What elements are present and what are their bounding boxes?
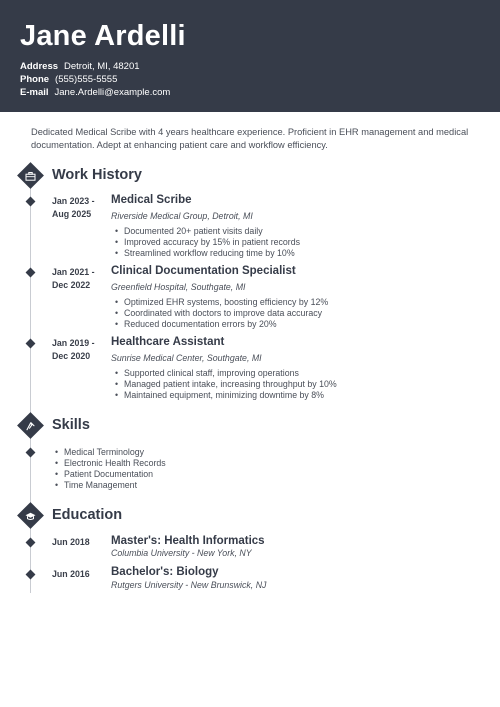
school-name: Rutgers University - New Brunswick, NJ: [111, 580, 267, 590]
job-bullets: [124, 368, 337, 401]
job-bullets: [124, 297, 328, 330]
date-end: Aug 2025: [52, 209, 92, 219]
list-item: • Managed patient intake, increasing throughput by 10%: [124, 379, 337, 390]
contact-value: Detroit, MI, 48201: [64, 61, 140, 72]
job-dates: [52, 195, 107, 221]
list-item: • Supported clinical staff, improving operations: [124, 368, 337, 379]
contact-label: E-mail: [20, 87, 49, 98]
timeline-line: [30, 175, 31, 593]
job-bullets: [124, 226, 300, 259]
skills-heading: Skills: [52, 417, 90, 433]
resume-header: [0, 0, 500, 112]
professional-summary: Dedicated Medical Scribe with 4 years healthcare experience. Proficient in EHR management and medical documentation. Adept at enhancing patient care and workflow efficiency.: [31, 127, 469, 150]
timeline-dot: [26, 339, 36, 349]
degree-title: Bachelor's: Biology: [111, 566, 219, 578]
list-item: • Coordinated with doctors to improve data accuracy: [124, 308, 328, 319]
list-item: • Streamlined workflow reducing time by 10%: [124, 248, 300, 259]
list-item: • Improved accuracy by 15% in patient records: [124, 237, 300, 248]
job-company: Riverside Medical Group, Detroit, MI: [111, 211, 253, 221]
job-dates: [52, 266, 107, 292]
contact-value: (555)555-5555: [55, 74, 118, 85]
contact-address: [20, 60, 140, 73]
date-start: Jan 2023 -: [52, 196, 95, 206]
timeline-dot: [26, 538, 36, 548]
graduation-cap-icon: [17, 502, 44, 529]
degree-title: Master's: Health Informatics: [111, 535, 265, 547]
contact-phone: [20, 73, 117, 86]
list-item: • Reduced documentation errors by 20%: [124, 319, 328, 330]
date-start: Jan 2021 -: [52, 267, 95, 277]
date-end: Dec 2020: [52, 351, 91, 361]
date-start: Jan 2019 -: [52, 338, 95, 348]
education-heading: Education: [52, 507, 123, 523]
timeline-dot: [26, 268, 36, 278]
candidate-name: Jane Ardelli: [20, 20, 186, 52]
school-name: Columbia University - New York, NY: [111, 548, 252, 558]
education-date: Jun 2018: [52, 537, 90, 547]
list-item: • Patient Documentation: [64, 469, 166, 480]
timeline-dot: [26, 197, 36, 207]
job-title: Medical Scribe: [111, 194, 192, 206]
contact-value: Jane.Ardelli@example.com: [54, 87, 171, 98]
job-title: Clinical Documentation Specialist: [111, 265, 296, 277]
list-item: • Optimized EHR systems, boosting efficiency by 12%: [124, 297, 328, 308]
job-dates: [52, 337, 107, 363]
skills-icon: [17, 412, 44, 439]
contact-label: Phone: [20, 74, 50, 85]
job-company: Sunrise Medical Center, Southgate, MI: [111, 353, 262, 363]
contact-email: [20, 86, 170, 99]
job-title: Healthcare Assistant: [111, 336, 225, 348]
list-item: • Time Management: [64, 480, 166, 491]
briefcase-icon: [17, 162, 44, 189]
contact-label: Address: [20, 61, 59, 72]
date-end: Dec 2022: [52, 280, 91, 290]
education-date: Jun 2016: [52, 569, 90, 579]
skills-list: [64, 447, 166, 491]
list-item: • Documented 20+ patient visits daily: [124, 226, 300, 237]
timeline-dot: [26, 448, 36, 458]
job-company: Greenfield Hospital, Southgate, MI: [111, 282, 246, 292]
list-item: • Medical Terminology: [64, 447, 166, 458]
list-item: • Maintained equipment, minimizing downtime by 8%: [124, 390, 337, 401]
work-history-heading: Work History: [52, 167, 142, 183]
timeline-dot: [26, 570, 36, 580]
list-item: • Electronic Health Records: [64, 458, 166, 469]
